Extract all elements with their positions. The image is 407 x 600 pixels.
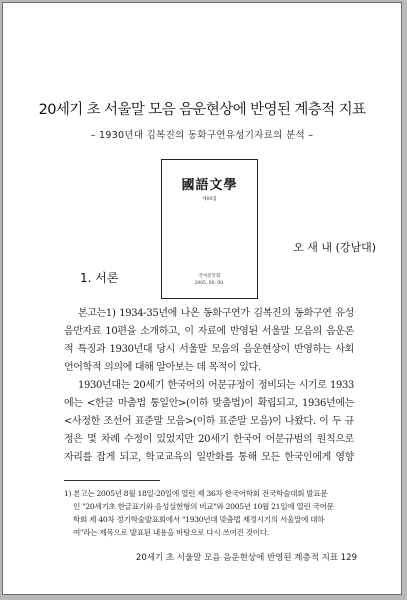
body-line: 1930년대는 20세기 한국어의 어문규정이 정비되는 시기로 1933 [78, 380, 354, 391]
body-line: 언어학적 의의에 대해 알아보는 데 목적이 있다. [64, 362, 261, 373]
body-line: 음반자료 10편을 소개하고, 이 자료에 반영된 서울말 모음의 음운론 [64, 326, 354, 337]
running-footer: 20세기 초 서울말 모음 음운현상에 반영된 계층적 지표 129 [135, 553, 357, 563]
cover-issue: 제00집 [202, 197, 217, 202]
paper-page [2, 2, 402, 595]
paper-title: 20세기 초 서울말 모음 음운현상에 반영된 계층적 지표 [38, 102, 366, 118]
footnote-rule [64, 480, 160, 481]
paper-subtitle: – 1930년대 김복진의 동화구연유성기자료의 분석 – [90, 130, 314, 141]
body-line: 적 특징과 1930년대 당시 서울말 모음의 음운현상이 반영하는 사회 [64, 344, 354, 355]
footnote-line: 인 "20세기초 한글표기와 음성실현형의 비교"와 2005년 10월 21일에 열린 국어문 [73, 502, 334, 511]
author-byline: 오 새 내 (강남대) [293, 241, 376, 254]
section-heading: 1. 서론 [80, 271, 119, 285]
footnote-line: 학회 제 40차 정기학술발표회에서 "1930년대 맞춤법 제정시기의 서울말에 대하 [73, 515, 325, 524]
journal-cover-image [161, 159, 258, 299]
footnote-line: 1) 본고는 2005년 8월 18일-20일에 열린 제 36차 한국어학회 전국학술대회 발표문 [64, 489, 328, 498]
cover-title: 國語文學 [181, 178, 238, 193]
body-line: 에는 <한글 마춤법 통일안>(이하 맞춤법)이 확립되고, 1936년에는 [64, 398, 354, 409]
cover-publisher [162, 273, 257, 287]
body-line: 자리를 잡게 되고, 학교교육의 일반화를 통해 모든 한국인에게 영향 [64, 452, 354, 463]
cover-year: 2005. 00. 00. [194, 281, 225, 286]
body-line: 본고는1) 1934-35년에 나온 동화구연가 김복진의 동화구연 유성 [78, 308, 354, 319]
footnote-line: 여"라는 제목으로 발표된 내용을 바탕으로 다시 쓰여진 것이다. [73, 528, 269, 537]
body-line: <사정한 조선어 표준말 모음>(이하 표준말 모음)이 나왔다. 이 두 규 [64, 416, 354, 427]
cover-publisher-name: 국어문학회 [198, 274, 221, 279]
body-line: 정은 몇 차례 수정이 있었지만 20세기 한국어 어문규범의 원칙으로 [64, 434, 354, 445]
